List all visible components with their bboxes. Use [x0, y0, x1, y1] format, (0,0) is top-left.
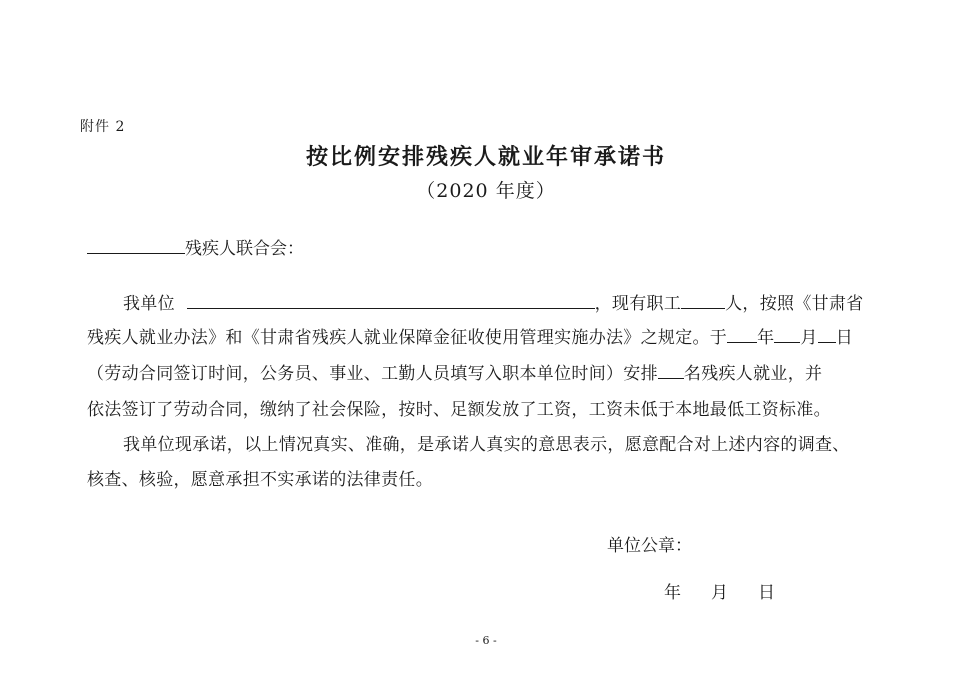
signature-date: [664, 578, 775, 603]
month-blank: [774, 324, 800, 343]
p1-line2-month: 月: [800, 328, 818, 348]
paragraph2-line1: [87, 430, 850, 455]
disabled-count-blank: [658, 360, 684, 379]
p1-line2-day: 日: [835, 328, 854, 348]
addressee-blank: [87, 235, 185, 254]
document-title: 按比例安排残疾人就业年审承诺书: [305, 144, 666, 170]
p1-line1-start: 我单位: [123, 294, 175, 314]
date-day-label: 日: [758, 583, 775, 603]
document-subtitle: （2020 年度）: [416, 180, 556, 202]
date-year-label: 年: [664, 583, 681, 603]
unit-seal-label: 单位公章：: [607, 536, 692, 556]
employee-count-blank: [681, 290, 725, 309]
paragraph2-line2: 核查、核验，愿意承担不实承诺的法律责任。: [87, 470, 433, 490]
p2-line1-text: 我单位现承诺，以上情况真实、准确，是承诺人真实的意思表示，愿意配合对上述内容的调查、: [123, 435, 850, 455]
p1-line3-end: 名残疾人就业，并: [683, 364, 823, 384]
addressee-suffix: 残疾人联合会：: [185, 239, 304, 259]
paragraph1-line2: [87, 323, 853, 348]
page-number: - 6 -: [475, 634, 497, 647]
paragraph1-line1: [87, 289, 864, 314]
year-blank: [727, 324, 757, 343]
day-blank: [818, 324, 836, 343]
p1-line3-text: （劳动合同签订时间，公务员、事业、工勤人员填写入职本单位时间）安排: [87, 364, 658, 384]
p1-line2-text: 残疾人就业办法》和《甘肃省残疾人就业保障金征收使用管理实施办法》之规定。于: [87, 328, 728, 348]
attachment-label: 附件 2: [80, 119, 126, 135]
unit-name-blank: [187, 290, 595, 309]
addressee-line: [87, 234, 304, 259]
date-month-label: 月: [711, 583, 728, 603]
p1-line2-year: 年: [757, 328, 775, 348]
paragraph1-line3: [87, 359, 822, 384]
p1-line1-mid: ，现有职工: [594, 294, 682, 314]
paragraph1-line4: 依法签订了劳动合同，缴纳了社会保险，按时、足额发放了工资，工资未低于本地最低工资标准。: [87, 400, 831, 420]
p1-line1-end: 人，按照《甘肃省: [725, 294, 864, 314]
